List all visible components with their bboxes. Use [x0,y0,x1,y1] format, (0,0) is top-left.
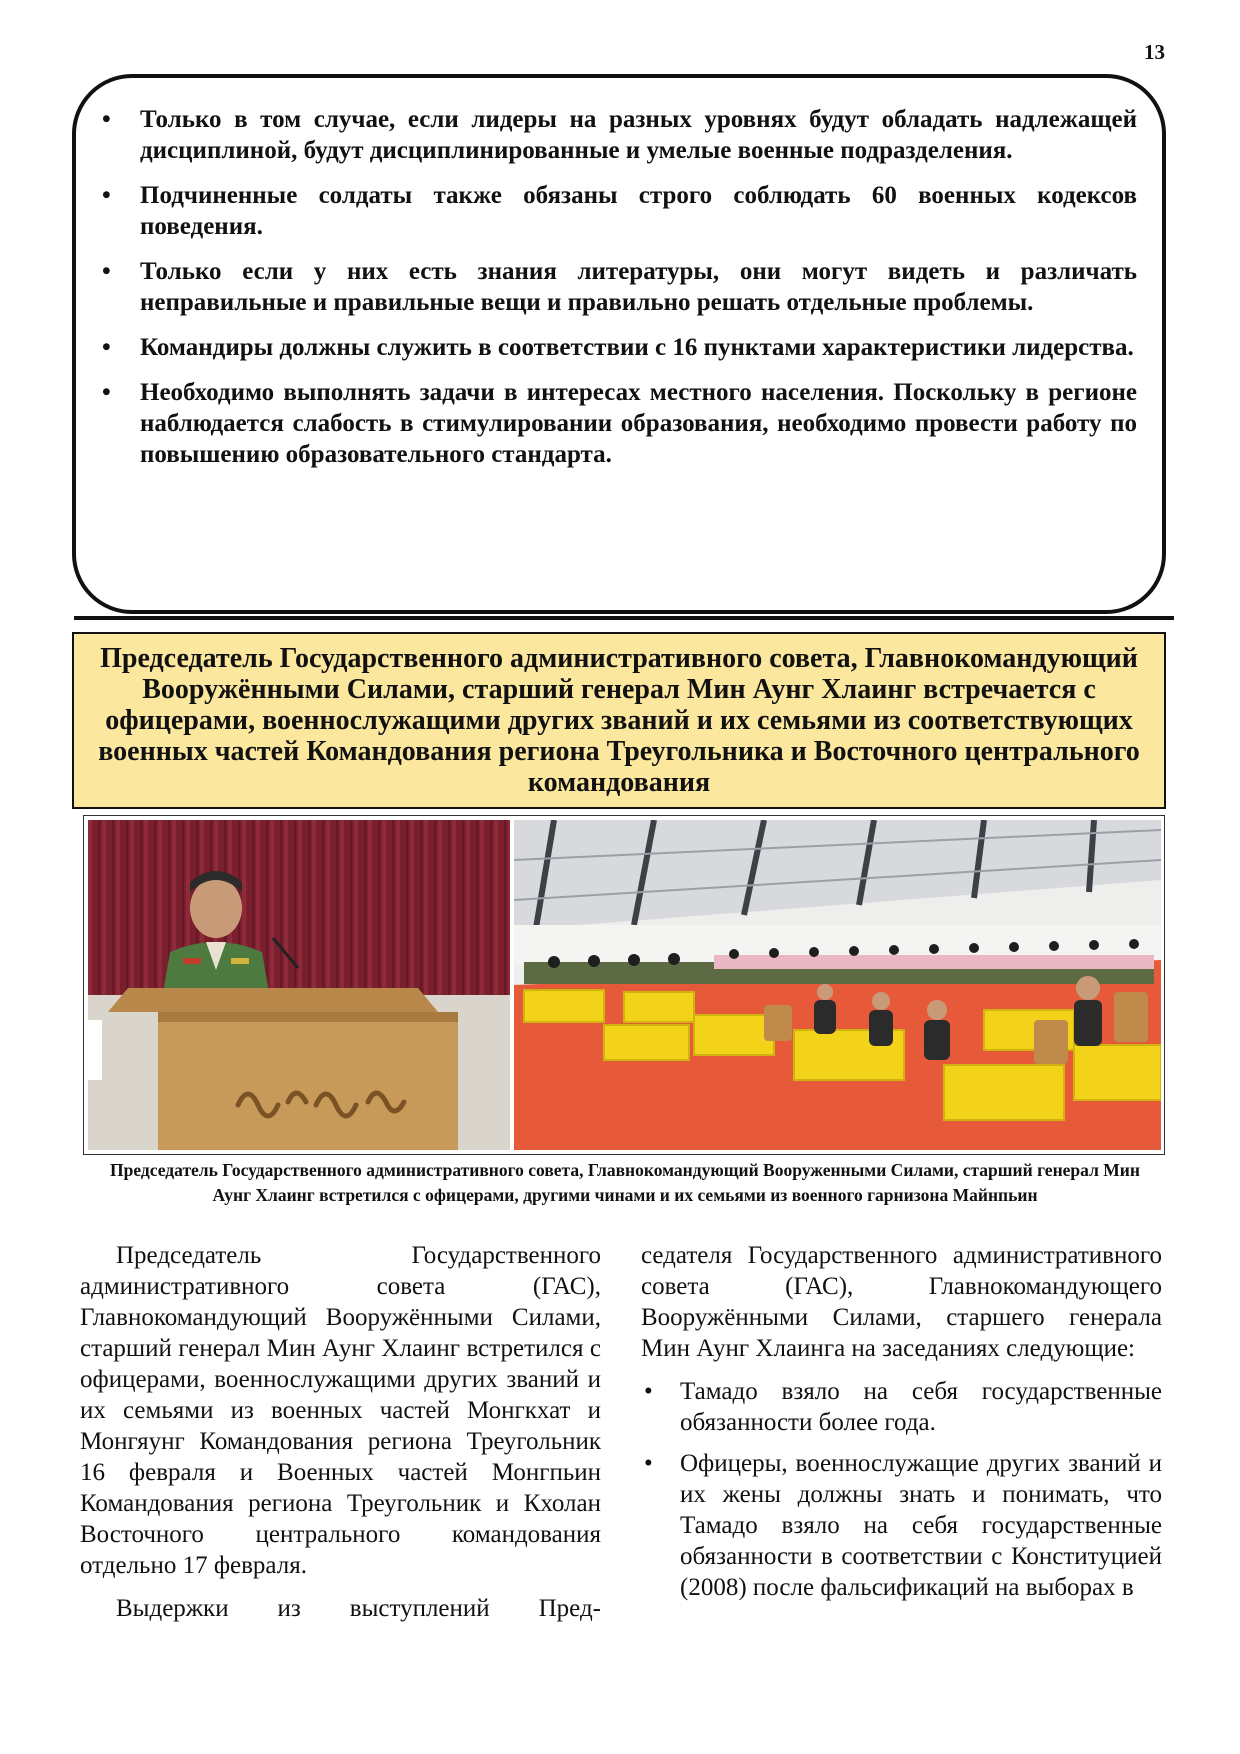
article-paragraph: седателя Государственного административного совета (ГАС), Главнокомандующего Вооружёнными Силами, старшего генерала Мин Аунг Хлаинга на заседаниях следующие: [641,1242,1162,1362]
photo-frame [83,815,1165,1155]
article-left-column [80,1240,601,1636]
article-bullet-item: • Офицеры, военнослужащие других званий и их жены должны знать и понимать, что Тамадо взяло на себя государственные обязанности в соответствии с Конституцией (2008) после фальсификаций на выборах в [641,1448,1162,1603]
audience-photo [514,820,1161,1150]
rules-item: • Только если у них есть знания литературы, они могут видеть и различать неправильные и правильные вещи и правильно решать отдельные проблемы. [140,256,1137,318]
article-right-column [641,1240,1162,1613]
page-number: 13 [1144,40,1165,64]
headline-box [72,632,1166,809]
rules-item: • Командиры должны служить в соответствии с 16 пунктами характеристики лидерства. [140,332,1137,363]
article-paragraph: Председатель Государственного административного совета (ГАС), Главнокомандующий Вооружёнными Силами, старший генерал Мин Аунг Хлаинг встретился с офицерами, военнослужащими других званий и их семьями из военных частей Монгкхат и Монгяунг Командования региона Треугольник 16 февраля и Военных частей Монгпьин Командования региона Треугольник и Кхолан Восточного центрального командования отдельно 17 февраля. [80,1242,601,1579]
rules-item: • Необходимо выполнять задачи в интересах местного населения. Поскольку в регионе наблюдается слабость в стимулировании образования, необходимо провести работу по повышению образовательного стандарта. [140,377,1137,470]
rules-list [140,104,1137,484]
article-bullet-item: • Тамадо взяло на себя государственные обязанности более года. [641,1376,1162,1438]
photo-caption: Председатель Государственного административного совета, Главнокомандующий Вооруженными Силами, старший генерал Мин Аунг Хлаинг встретился с офицерами, другими чинами и их семьями из военного гарнизона Майнпьин [110,1160,1140,1205]
rules-item: • Только в том случае, если лидеры на разных уровнях будут обладать надлежащей дисциплиной, будут дисциплинированные и умелые военные подразделения. [140,104,1137,166]
article-bullet-list [641,1376,1162,1603]
section-divider [74,616,1174,620]
article-paragraph: Выдержки из выступлений Пред- [116,1595,601,1622]
rules-item: • Подчиненные солдаты также обязаны строго соблюдать 60 военных кодексов поведения. [140,180,1137,242]
speaker-photo [88,820,510,1150]
headline: Председатель Государственного административного совета, Главнокомандующий Вооружёнными Силами, старший генерал Мин Аунг Хлаинг встречается с офицерами, военнослужащими других званий и их семьями из соответствующих военных частей Командования региона Треугольника и Восточного центрального командования [98,643,1140,798]
